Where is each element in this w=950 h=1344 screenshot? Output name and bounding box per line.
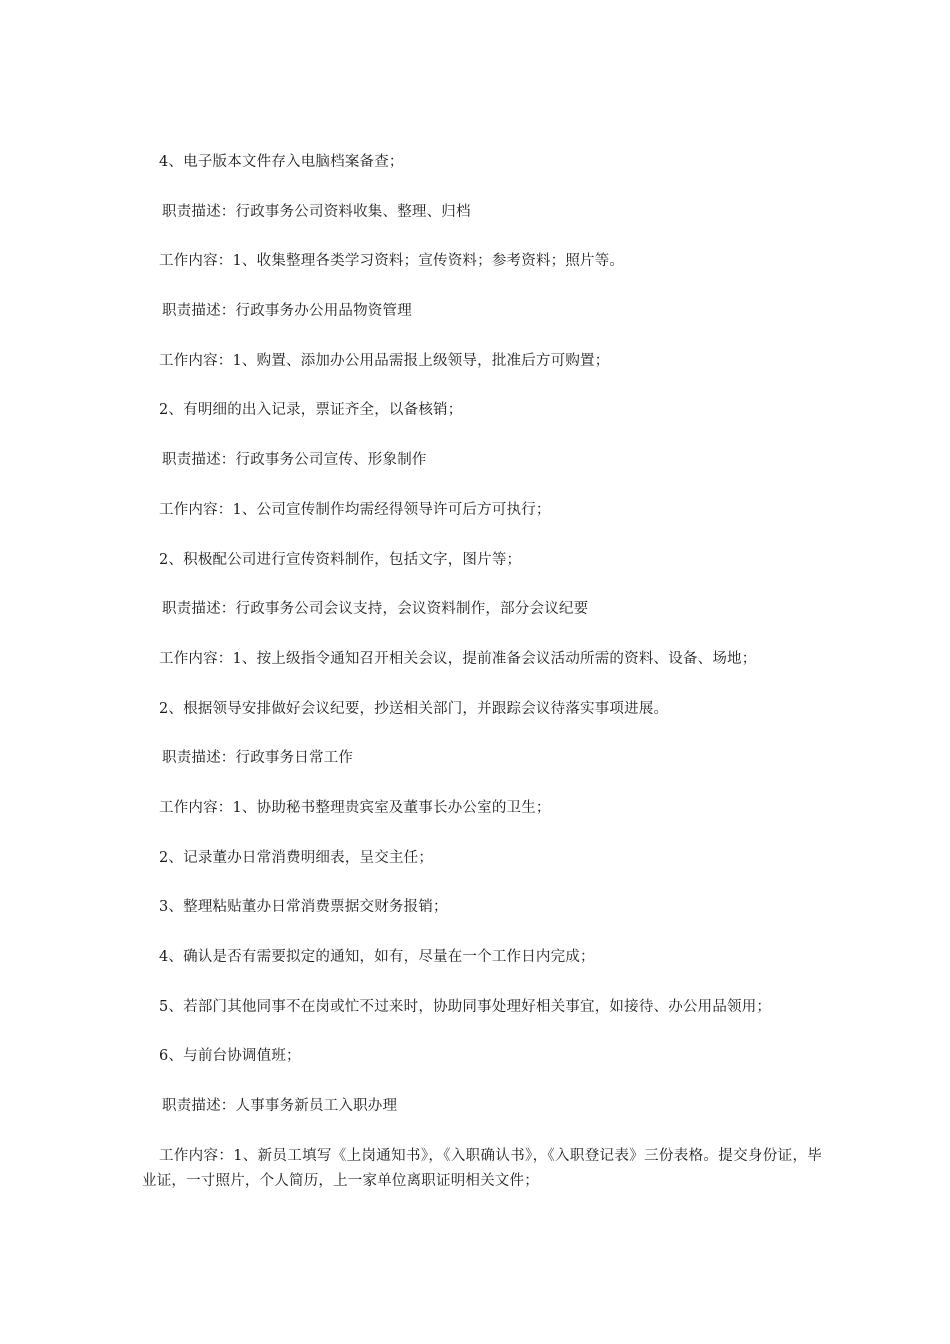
paragraph-item: 2、有明细的出入记录，票证齐全，以备核销； bbox=[159, 402, 463, 419]
paragraph-content: 工作内容：1、收集整理各类学习资料；宣传资料；参考资料；照片等。 bbox=[159, 253, 625, 270]
paragraph-content: 工作内容：1、协助秘书整理贵宾室及董事长办公室的卫生； bbox=[159, 799, 551, 816]
paragraph-item: 2、根据领导安排做好会议纪要，抄送相关部门，并跟踪会议待落实事项进展。 bbox=[159, 700, 669, 717]
paragraph-item: 2、记录董办日常消费明细表，呈交主任； bbox=[159, 849, 434, 866]
paragraph-duty: 职责描述：行政事务公司会议支持，会议资料制作，部分会议纪要 bbox=[162, 601, 589, 618]
paragraph-content: 工作内容：1、新员工填写《上岗通知书》，《入职确认书》，《入职登记表》三份表格。提交身份证，毕业证，一寸照片，个人简历，上一家单位离职证明相关文件； bbox=[142, 1147, 822, 1189]
paragraph-item: 5、若部门其他同事不在岗或忙不过来时，协助同事处理好相关事宜，如接待、办公用品领用； bbox=[159, 998, 772, 1015]
document-body bbox=[142, 150, 822, 1194]
paragraph-duty: 职责描述：行政事务公司资料收集、整理、归档 bbox=[162, 203, 471, 220]
paragraph-item: 4、电子版本文件存入电脑档案备查； bbox=[159, 154, 404, 170]
paragraph-duty: 职责描述：行政事务公司宣传、形象制作 bbox=[162, 452, 427, 469]
paragraph-duty: 职责描述：人事事务新员工入职办理 bbox=[162, 1098, 398, 1115]
paragraph-item: 6、与前台协调值班； bbox=[159, 1048, 301, 1065]
paragraph-content: 工作内容：1、公司宣传制作均需经得领导许可后方可执行； bbox=[159, 501, 551, 518]
paragraph-content: 工作内容：1、购置、添加办公用品需报上级领导，批准后方可购置； bbox=[159, 352, 610, 369]
paragraph-duty: 职责描述：行政事务日常工作 bbox=[162, 750, 354, 767]
paragraph-item: 3、整理粘贴董办日常消费票据交财务报销； bbox=[159, 899, 448, 916]
paragraph-duty: 职责描述：行政事务办公用品物资管理 bbox=[162, 303, 412, 320]
paragraph-item: 4、确认是否有需要拟定的通知，如有，尽量在一个工作日内完成； bbox=[159, 949, 595, 965]
paragraph-content: 工作内容：1、按上级指令通知召开相关会议，提前准备会议活动所需的资料、设备、场地； bbox=[159, 650, 757, 667]
paragraph-item: 2、积极配公司进行宣传资料制作，包括文字，图片等； bbox=[159, 551, 522, 568]
